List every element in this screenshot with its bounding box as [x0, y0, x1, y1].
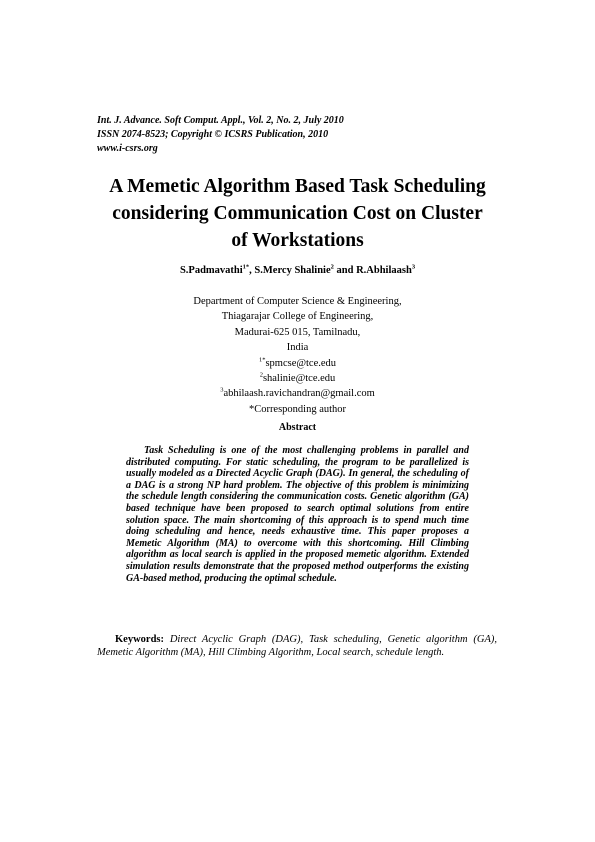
keywords-colon: : — [160, 634, 170, 645]
affiliation-block — [80, 294, 515, 417]
author-separator: and — [333, 265, 357, 276]
author-1-email: spmcse@tce.edu — [265, 357, 337, 369]
author-3-email-line — [80, 386, 515, 401]
title-line-2: considering Communication Cost on Cluster — [112, 203, 483, 224]
author-3-email: abhilaash.ravichandran@gmail.com — [223, 388, 375, 400]
author-list — [80, 265, 515, 276]
author-3-marker: 3 — [411, 263, 416, 271]
email-3-marker: 3 — [220, 386, 224, 394]
author-1-email-line — [80, 356, 515, 371]
author-1-name: S.Padmavathi — [179, 265, 243, 276]
affiliation-college: Thiagarajar College of Engineering, — [221, 311, 374, 323]
author-2-email: shalinie@tce.edu — [262, 373, 336, 385]
affiliation-department: Department of Computer Science & Engineering, — [193, 296, 402, 307]
abstract-text: Task Scheduling is one of the most challenging problems in parallel and distributed computing. For static scheduling, the program to be parallelized is usually modeled as a Directed Acyclic Graph (DAG). In general, the scheduling of a DAG is a strong NP hard problem. The objective of this problem is minimizing the schedule length considering the communication costs. Genetic algorithm (GA) based technique have been proposed to search optimal solutions from entire solution space. The main shortcoming of this approach is to spend much time doing scheduling and hence, needs exhaustive time. This paper proposes a Memetic Algorithm (MA) to overcome with this shortcoming. Hill Climbing algorithm as local search is applied in the proposed memetic algorithm. Extended simulation results demonstrate that the proposed method outperforms the existing GA-based method, producing the optimal schedule. — [126, 445, 469, 584]
journal-citation: Int. J. Advance. Soft Comput. Appl., Vol. 2, No. 2, July 2010 — [97, 115, 344, 126]
corresponding-author-note: *Corresponding author — [248, 403, 347, 415]
abstract-heading: Abstract — [278, 422, 317, 433]
author-2-name: S.Mercy Shalinie — [254, 265, 331, 276]
title-line-1: A Memetic Algorithm Based Task Scheduling — [109, 176, 486, 197]
journal-issn: ISSN 2074-8523; Copyright © ICSRS Publication, 2010 — [97, 129, 329, 140]
author-2-email-line — [80, 371, 515, 386]
email-2-marker: 2 — [259, 371, 263, 379]
author-1-marker: 1* — [242, 263, 250, 271]
title-line-3: of Workstations — [231, 230, 364, 251]
journal-website: www.i-csrs.org — [97, 143, 158, 154]
email-1-marker: 1* — [258, 356, 266, 364]
journal-header — [97, 114, 517, 156]
keywords-paragraph — [97, 633, 497, 659]
author-separator: , — [249, 265, 255, 276]
keywords-label: Keywords — [115, 634, 161, 645]
affiliation-city: Madurai-625 015, Tamilnadu, — [234, 326, 361, 338]
paper-title — [80, 173, 515, 254]
author-2-marker: 2 — [330, 263, 334, 271]
keywords-text: Direct Acyclic Graph (DAG), Task scheduling, Genetic algorithm (GA), Memetic Algorithm (MA), Hill Climbing Algorithm, Local search, schedule length. — [97, 634, 497, 659]
author-3-name: R.Abhilaash — [356, 265, 412, 276]
affiliation-country: India — [286, 342, 309, 354]
